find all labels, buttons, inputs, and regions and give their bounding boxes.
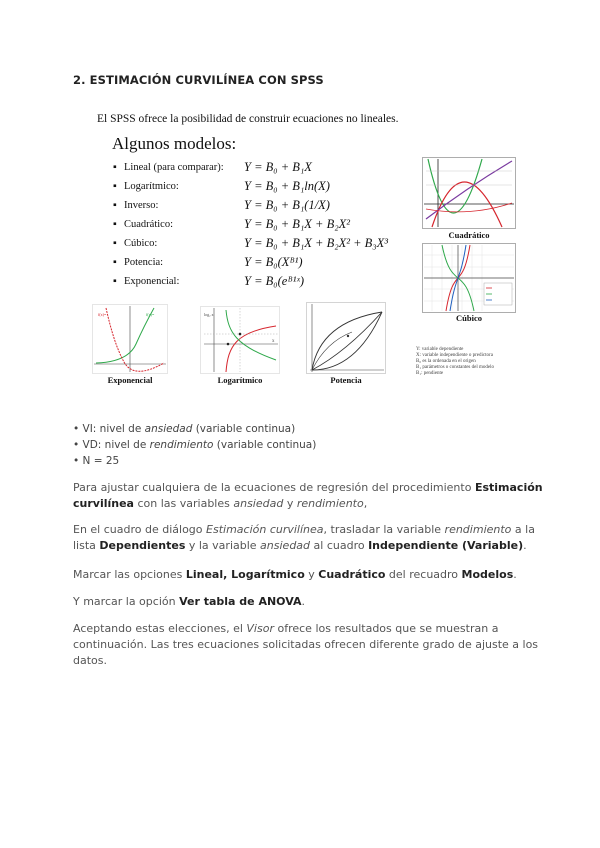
figure-exponencial <box>92 304 168 374</box>
svg-text:f(x)=: f(x)= <box>146 312 155 317</box>
variable-prefix: • N = 25 <box>73 455 120 467</box>
variable-prefix: • VD: nivel de <box>73 439 150 451</box>
figure-logaritmico <box>200 306 280 374</box>
bullet-icon: ▪ <box>113 219 117 230</box>
model-equation: Y = B₀ + B₁X + B₂X² <box>244 217 350 231</box>
svg-text:f(x)=: f(x)= <box>98 312 107 317</box>
bullet-icon: ▪ <box>113 238 117 249</box>
paragraph-4: Y marcar la opción Ver tabla de ANOVA. <box>73 595 306 608</box>
legend-note-line: Y: variable dependiente <box>416 347 464 352</box>
variable-italic: ansiedad <box>144 423 193 435</box>
legend-note-line: X: variable independiente o predictora <box>416 353 493 358</box>
figure-legend-note <box>416 347 526 377</box>
models-title: Algunos modelos: <box>112 134 237 153</box>
bullet-icon: ▪ <box>113 200 117 211</box>
model-equation: Y = B₀ + B₁ln(X) <box>244 179 330 193</box>
model-equation: Y = B₀ + B₁X + B₂X² + B₃X³ <box>244 236 389 250</box>
model-name: Cuadrático: <box>124 219 173 230</box>
caption-cuadratico: Cuadrático <box>448 230 490 240</box>
figure-cubico <box>422 243 516 313</box>
variable-suffix: (variable continua) <box>192 423 296 435</box>
caption-logaritmico: Logarítmico <box>217 375 263 385</box>
section-heading: 2. ESTIMACIÓN CURVILÍNEA CON SPSS <box>73 73 324 87</box>
svg-text:log₂ x: log₂ x <box>204 312 214 317</box>
model-equation: Y = B₀ + B₁(1/X) <box>244 198 330 212</box>
svg-text:x: x <box>272 339 275 344</box>
legend-note-line: B₀ es la ordenada en el origen <box>416 359 476 364</box>
bullet-icon: ▪ <box>113 181 117 192</box>
variable-vd <box>73 439 316 451</box>
paragraph-2: En el cuadro de diálogo Estimación curvilínea, trasladar la variable rendimiento a la lista Dependientes y la variable ansiedad al cuadro Independiente (Variable). <box>73 523 535 553</box>
bullet-icon: ▪ <box>113 257 117 268</box>
model-name: Inverso: <box>124 200 159 211</box>
bullet-icon: ▪ <box>113 162 117 173</box>
caption-exponencial: Exponencial <box>107 375 153 385</box>
variable-suffix: (variable continua) <box>213 439 317 451</box>
intro-text: El SPSS ofrece la posibilidad de construir ecuaciones no lineales. <box>97 113 399 125</box>
variable-prefix: • VI: nivel de <box>73 423 145 435</box>
caption-potencia: Potencia <box>330 375 362 385</box>
caption-cubico: Cúbico <box>456 313 482 323</box>
paragraph-5: Aceptando estas elecciones, el Visor ofrece los resultados que se muestran a continuación. Las tres ecuaciones solicitadas ofrecen diferente grado de ajuste a los datos. <box>73 622 539 668</box>
paragraph-3: Marcar las opciones Lineal, Logarítmico y Cuadrático del recuadro Modelos. <box>73 568 517 581</box>
variable-italic: rendimiento <box>149 439 214 451</box>
model-name: Lineal (para comparar): <box>124 162 224 173</box>
figure-cuadratico <box>422 157 516 229</box>
model-equation: Y = B₀(Xᴮ¹) <box>244 255 303 269</box>
model-name: Exponencial: <box>124 276 180 287</box>
figure-potencia <box>306 302 386 374</box>
legend-note-line: B₁: pendiente <box>416 371 444 376</box>
paragraph-1: Para ajustar cualquiera de la ecuaciones de regresión del procedimiento Estimación curvilínea con las variables ansiedad y rendimiento, <box>73 481 543 511</box>
legend-note-line: B₁ parámetros o constantes del modelo <box>416 365 494 370</box>
variable-n <box>73 455 119 467</box>
model-equation: Y = B₀(eᴮ¹ˣ) <box>244 274 305 288</box>
variable-vi <box>73 423 295 435</box>
model-name: Logarítmico: <box>124 181 179 192</box>
model-name: Potencia: <box>124 257 164 268</box>
model-name: Cúbico: <box>124 238 158 249</box>
model-equation: Y = B₀ + B₁X <box>244 160 312 174</box>
bullet-icon: ▪ <box>113 276 117 287</box>
